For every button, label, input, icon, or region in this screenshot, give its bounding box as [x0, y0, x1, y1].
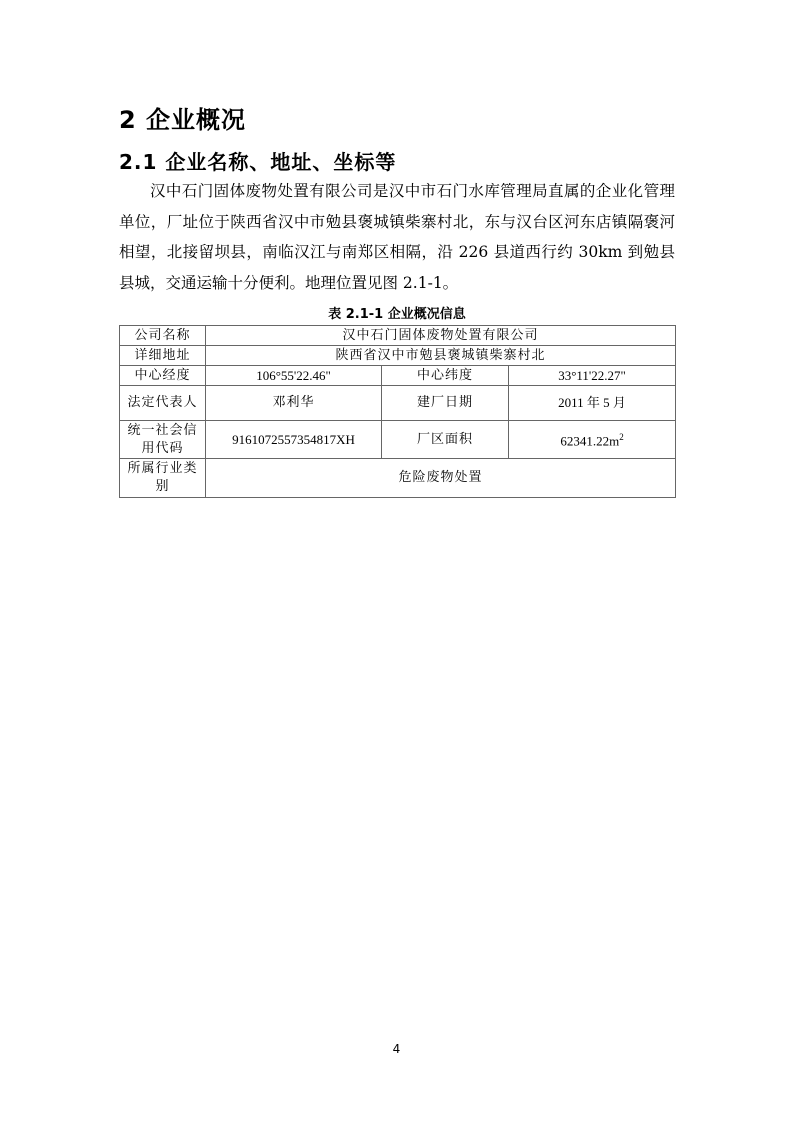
- area-label: 厂区面积: [382, 421, 509, 459]
- page-number: 4: [392, 1042, 401, 1056]
- area-number: 62341.22m: [560, 433, 620, 449]
- chapter-heading: 2 企业概况: [119, 106, 247, 134]
- legal-rep-label: 法定代表人: [120, 386, 206, 421]
- table-row: [120, 346, 676, 366]
- table-row: [120, 386, 676, 421]
- longitude-label: 中心经度: [120, 366, 206, 386]
- latitude-label: 中心纬度: [382, 366, 509, 386]
- company-name-label: 公司名称: [120, 326, 206, 346]
- founded-value: 2011 年 5 月: [509, 386, 676, 421]
- section-heading: 2.1 企业名称、地址、坐标等: [119, 150, 397, 174]
- area-value: [509, 421, 676, 459]
- company-name-value: 汉中石门固体废物处置有限公司: [206, 326, 676, 346]
- table-row: [120, 366, 676, 386]
- address-value: 陕西省汉中市勉县褒城镇柴寨村北: [206, 346, 676, 366]
- table-row: [120, 459, 676, 498]
- table-row: [120, 326, 676, 346]
- table-caption: 表 2.1-1 企业概况信息: [328, 307, 466, 322]
- credit-code-value: 9161072557354817XH: [206, 421, 382, 459]
- longitude-value: 106°55'22.46": [206, 366, 382, 386]
- address-label: 详细地址: [120, 346, 206, 366]
- company-info-table: [119, 325, 676, 498]
- industry-label: 所属行业类别: [120, 459, 206, 498]
- industry-value: 危险废物处置: [206, 459, 676, 498]
- table-row: [120, 421, 676, 459]
- founded-label: 建厂日期: [382, 386, 509, 421]
- credit-code-label: 统一社会信用代码: [120, 421, 206, 459]
- latitude-value: 33°11'22.27": [509, 366, 676, 386]
- body-paragraph: 汉中石门固体废物处置有限公司是汉中市石门水库管理局直属的企业化管理单位，厂址位于陕西省汉中市勉县褒城镇柴寨村北，东与汉台区河东店镇隔褒河相望，北接留坝县，南临汉江与南郑区相隔，沿 226 县道西行约 30km 到勉县县城，交通运输十分便利。地理位置见图 2.1-1。: [119, 182, 675, 292]
- area-unit-superscript: 2: [619, 432, 624, 443]
- legal-rep-value: 邓利华: [206, 386, 382, 421]
